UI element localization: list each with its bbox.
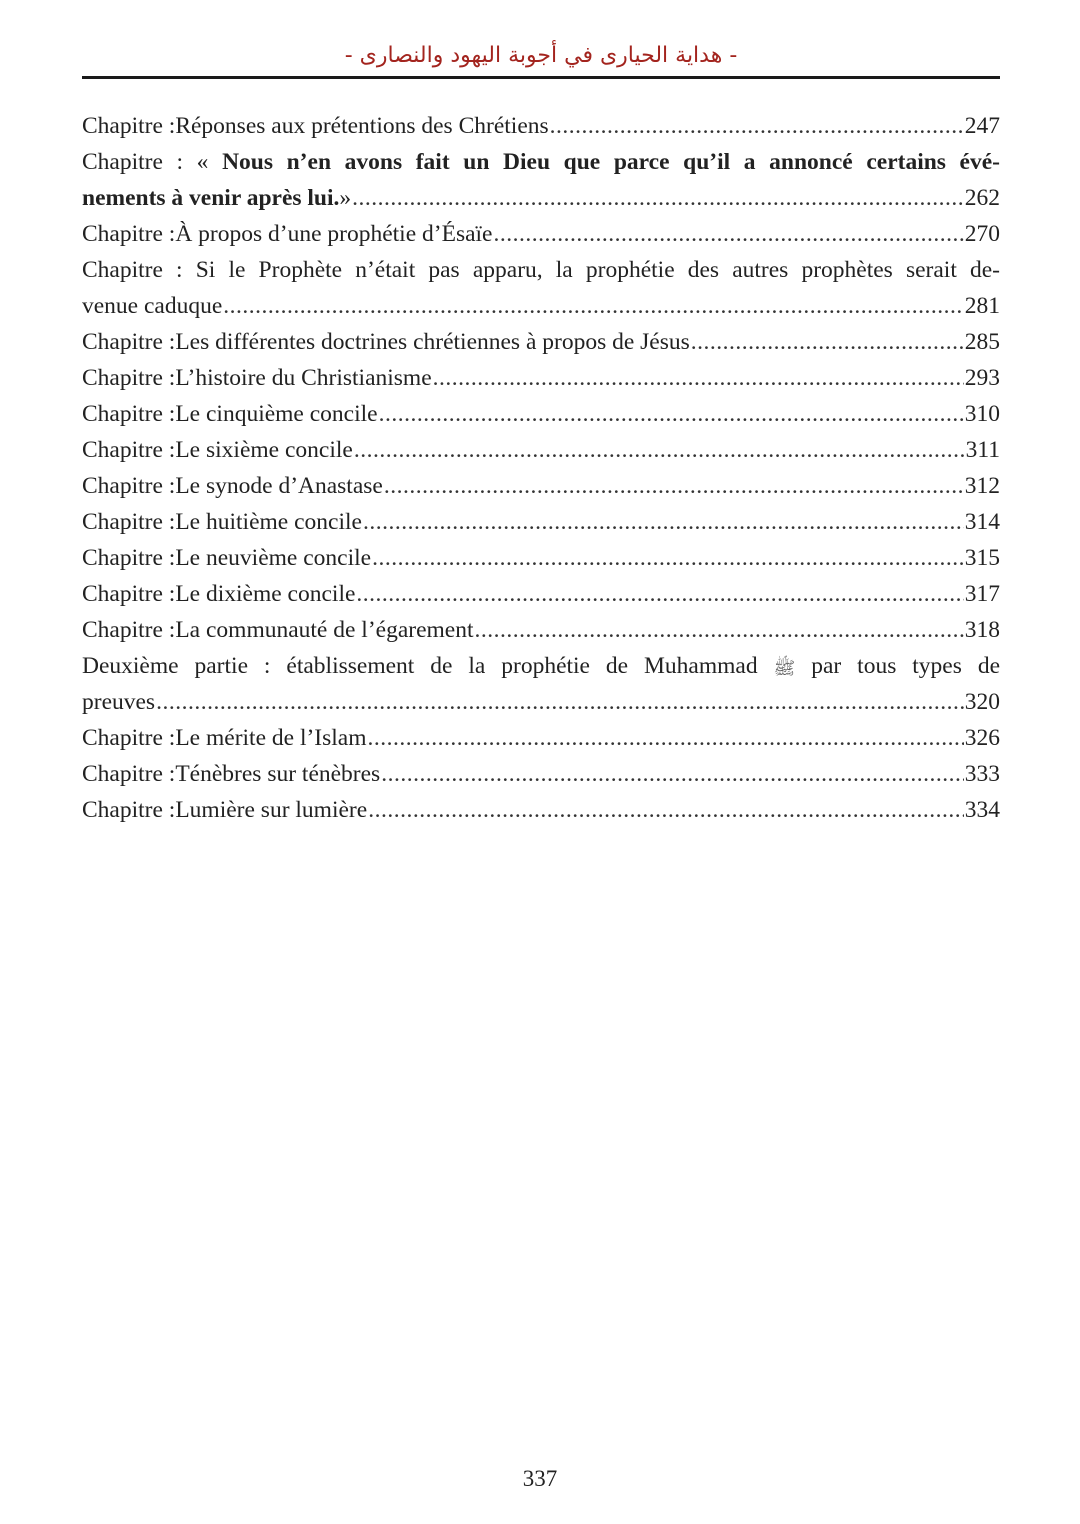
toc-entry-title: Deuxième partie : établissement de la prophétie de Muhammad [82,653,774,679]
toc-entry-prefix: Chapitre : [82,113,176,139]
toc-entry [82,576,1000,612]
dot-leader [368,792,964,828]
toc-entry [82,432,1000,468]
running-header-title: - هداية الحيارى في أجوبة اليهود والنصارى - [344,43,738,68]
toc-entry [82,540,1000,576]
toc-entry [82,144,1000,216]
toc-entry-prefix: Chapitre : [82,473,176,499]
toc-entry-title: Le sixième concile [175,437,353,463]
toc-entry-page: 312 [964,473,1000,499]
dot-leader [379,396,964,432]
toc-entry-title: À propos d’une prophétie d’Ésaïe [175,221,493,247]
toc-entry-page: 281 [964,293,1000,319]
toc-entry [82,324,1000,360]
toc-entry-prefix: Chapitre : [82,797,176,823]
toc-entry-prefix: Chapitre : [82,365,176,391]
dot-leader [433,360,964,396]
dot-leader [156,684,964,720]
toc-entry-prefix: Chapitre : [82,545,176,571]
toc-entry-prefix: Chapitre : [82,329,176,355]
toc-entry [82,792,1000,828]
toc-entry-page: 318 [964,617,1000,643]
toc-entry-title: Les différentes doctrines chrétiennes à propos de Jésus [175,329,690,355]
dot-leader [691,324,964,360]
toc-entry-title: Le neuvième concile [175,545,372,571]
toc-entry-title: Le cinquième concile [175,401,378,427]
toc-entry [82,756,1000,792]
toc-entry [82,720,1000,756]
toc-entry-page: 326 [964,725,1000,751]
toc-entry-title: Réponses aux prétentions des Chrétiens [175,113,549,139]
dot-leader [356,576,963,612]
salawat-seal-icon: ﷺ [773,657,796,678]
toc-entry-prefix: Chapitre : [82,581,176,607]
dot-leader [223,288,963,324]
dot-leader [381,756,964,792]
toc-entry-title: Le mérite de l’Islam [175,725,367,751]
toc-entry-page: 270 [964,221,1000,247]
toc-entry-page: 314 [964,509,1000,535]
toc-entry-suffix: » [339,185,352,211]
toc-entry-title: Nous n’en avons fait un Dieu que parce qu’il a annoncé certains évé- [222,149,1000,175]
dot-leader [494,216,964,252]
toc-entry-page: 317 [964,581,1000,607]
toc-entry [82,612,1000,648]
toc-entry-prefix: Chapitre : [82,617,176,643]
toc-entry [82,504,1000,540]
toc-entry [82,360,1000,396]
toc-entry-page: 293 [964,365,1000,391]
toc-entry-title: Ténèbres sur ténèbres [175,761,381,787]
page-number: 337 [522,1466,558,1491]
toc-entry-prefix: Chapitre : [82,761,176,787]
toc-entry-prefix: Chapitre : [82,437,176,463]
toc-entry-title: Le huitième concile [175,509,362,535]
toc-entry [82,396,1000,432]
toc-entry-prefix: Chapitre : [82,221,176,247]
toc-entry-page: 334 [964,797,1000,823]
header-divider [82,76,1000,79]
toc-entry-title: Le synode d’Anastase [175,473,383,499]
dot-leader [550,108,964,144]
toc-entry [82,468,1000,504]
toc-entry-page: 315 [964,545,1000,571]
table-of-contents [82,108,1000,828]
dot-leader [363,504,964,540]
toc-entry-title-tail: par tous types de [795,653,1000,679]
toc-entry-prefix: Chapitre : [82,725,176,751]
toc-entry-prefix: Chapitre : [82,401,176,427]
toc-entry [82,252,1000,324]
toc-entry-title: La communauté de l’égarement [175,617,474,643]
dot-leader [368,720,964,756]
toc-entry-page: 247 [964,113,1000,139]
toc-entry-title: Le dixième concile [175,581,356,607]
toc-entry [82,108,1000,144]
toc-entry-page: 285 [964,329,1000,355]
toc-entry-prefix: Chapitre : « [82,149,223,175]
toc-entry-prefix: Chapitre : [82,509,176,535]
toc-entry-page: 262 [964,185,1000,211]
dot-leader [354,432,965,468]
toc-entry-title-continued: preuves [82,689,156,715]
toc-entry-page: 333 [964,761,1000,787]
dot-leader [384,468,964,504]
toc-entry-title-continued: venue caduque [82,293,223,319]
dot-leader [352,180,964,216]
dot-leader [475,612,964,648]
toc-entry-title-continued: nements à venir après lui. [82,185,340,211]
toc-entry-title: L’histoire du Christianisme [175,365,432,391]
toc-entry-page: 320 [964,689,1000,715]
dot-leader [372,540,964,576]
toc-entry [82,648,1000,720]
toc-entry-title: Chapitre : Si le Prophète n’était pas apparu, la prophétie des autres prophètes serait de- [82,257,1000,283]
toc-entry-page: 310 [964,401,1000,427]
toc-entry-title: Lumière sur lumière [175,797,368,823]
toc-entry-page: 311 [965,437,1000,463]
toc-entry [82,216,1000,252]
